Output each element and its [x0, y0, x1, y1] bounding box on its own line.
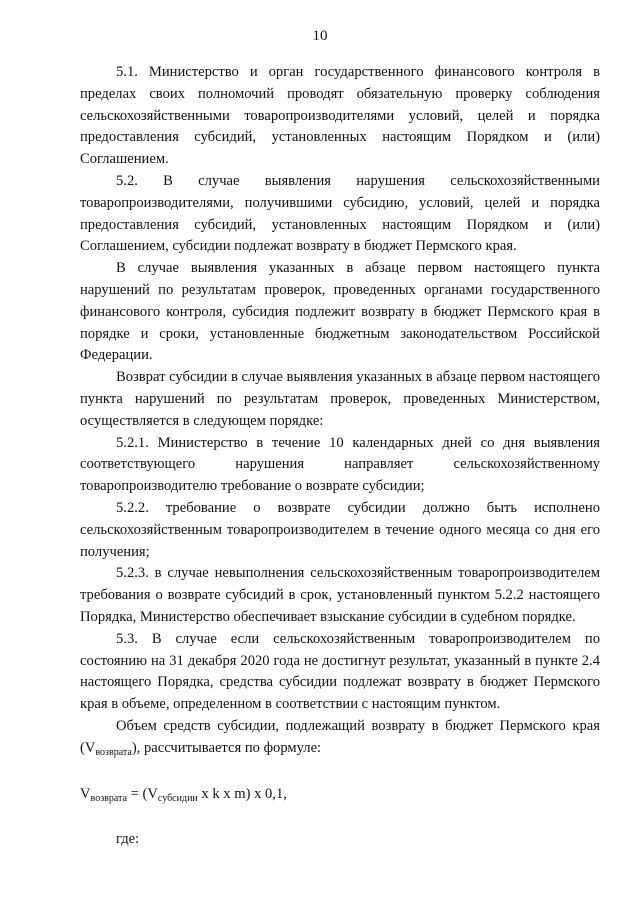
- paragraph-5-2-abzac-3: Возврат субсидии в случае выявления указанных в абзаце первом настоящего пункта нарушений по результатам проверок, проведенных Министерством, осуществляется в следующем порядке:: [80, 369, 600, 429]
- page-number: 10: [312, 28, 328, 44]
- formula-rest: x k x m) x 0,1,: [197, 785, 287, 802]
- paragraph-5-3: 5.3. В случае если сельскохозяйственным товаропроизводителем по состоянию на 31 декабря 2020 года не достигнут результат, указанный в пункте 2.4 настоящего Порядка, средства субсидии подлежат возврату в бюджет Пермского края в объеме, определенном в соответствии с настоящим пунктом.: [80, 630, 600, 713]
- formula-lhs: V: [80, 785, 91, 802]
- paragraph-5-2-2: 5.2.2. требование о возврате субсидии должно быть исполнено сельскохозяйственным товаропроизводителем в течение одного месяца со дня его получения;: [80, 499, 600, 560]
- volume-text-after: ), рассчитывается по формуле:: [131, 739, 322, 756]
- paragraph-5-2-1: 5.2.1. Министерство в течение 10 календарных дней со дня выявления соответствующего нарушения направляет сельскохозяйственному товаропроизводителю требование о возврате субсидии;: [80, 434, 600, 495]
- document-body: [80, 62, 600, 851]
- paragraph-5-1: 5.1. Министерство и орган государственного финансового контроля в пределах своих полномочий проводят обязательную проверку соблюдения сельскохозяйственными товаропроизводителями условий, целей и порядка предоставления субсидий, установленных настоящим Порядком и (или) Соглашением.: [80, 64, 600, 168]
- paragraph-5-2-3: 5.2.3. в случае невыполнения сельскохозяйственным товаропроизводителем требования о возврате субсидий в срок, установленный пунктом 5.2.2 настоящего Порядка, Министерство обеспечивает взыскание субсидии в судебном порядке.: [80, 565, 600, 625]
- formula-eq: = (V: [126, 785, 158, 802]
- paragraph-5-2-abzac-2: В случае выявления указанных в абзаце первом настоящего пункта нарушений по результатам проверок, проведенных органами государственного финансового контроля, субсидия подлежит возврату в бюджет Пермского края в порядке и сроки, установленные бюджетным законодательством Российской Федерации.: [80, 260, 600, 364]
- volume-text-before: Объем средств субсидии, подлежащий возврату в бюджет Пермского края (V: [80, 717, 600, 756]
- formula: [80, 784, 600, 810]
- paragraph-5-2: 5.2. В случае выявления нарушения сельскохозяйственными товаропроизводителями, получившими субсидию, условий, целей и порядка предоставления субсидий, установленных настоящим Порядком и (или) Соглашением, субсидии подлежат возврату в бюджет Пермского края.: [80, 172, 600, 255]
- paragraph-volume: [80, 716, 600, 764]
- formula-rhs-subscript: субсидии: [157, 792, 198, 804]
- volume-subscript: возврата: [95, 746, 132, 758]
- where-label: где:: [116, 831, 140, 848]
- formula-lhs-subscript: возврата: [90, 792, 127, 804]
